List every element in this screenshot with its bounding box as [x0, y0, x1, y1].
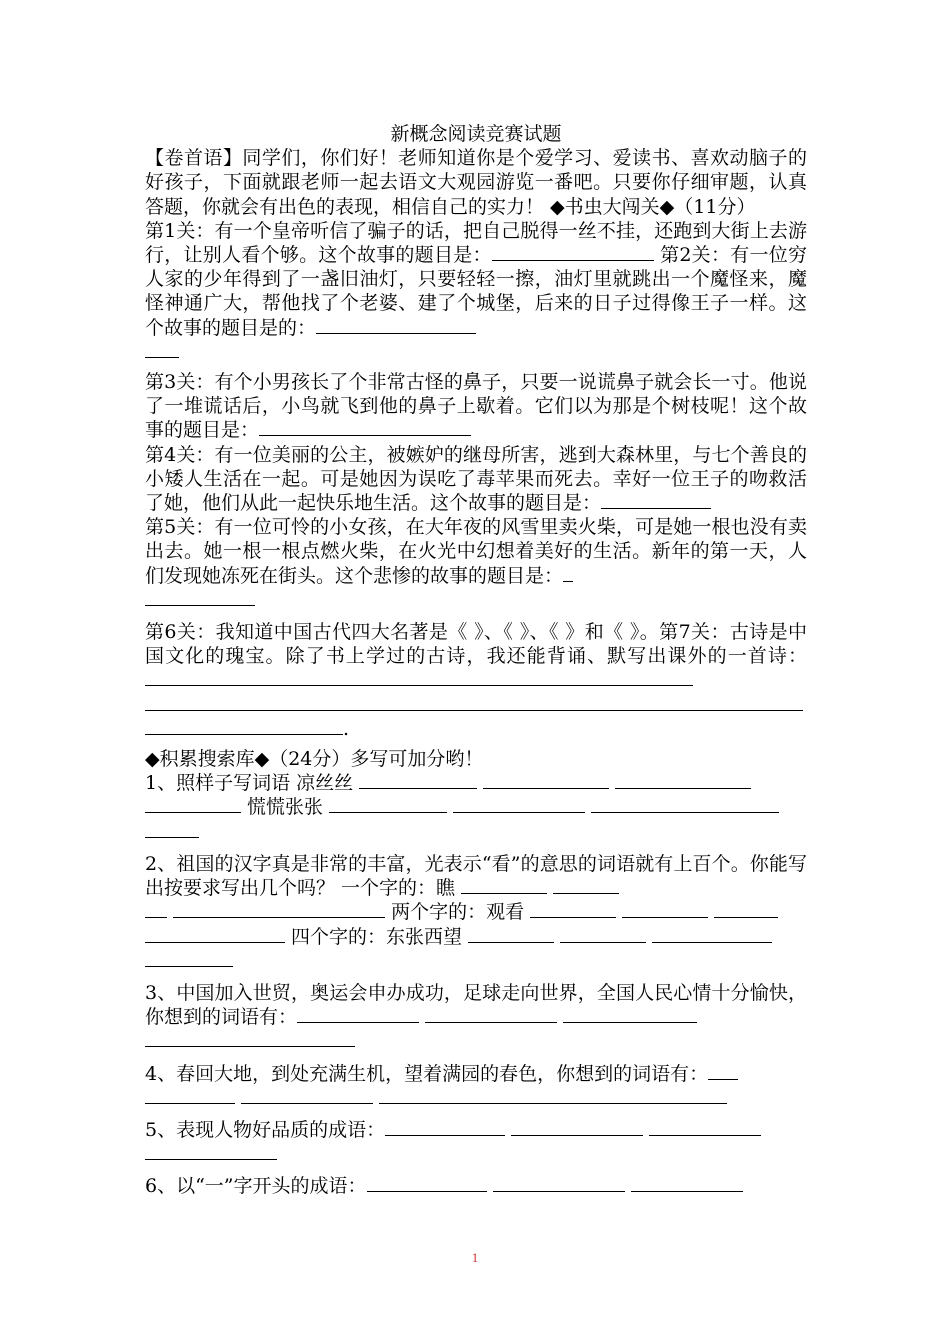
- answer-blank[interactable]: [530, 901, 616, 918]
- document-body: [145, 122, 807, 1199]
- question-3-text: 第3关：有个小男孩长了个非常古怪的鼻子，只要一说谎鼻子就会长一寸。他说了一堆谎话后，小鸟就飞到他的鼻子上歇着。它们以为那是个树枝呢！这个故事的题目是：: [145, 371, 807, 442]
- answer-blank[interactable]: [379, 1087, 727, 1104]
- question-4: [145, 443, 807, 516]
- answer-blank[interactable]: [631, 1175, 743, 1192]
- section-2-item-2: [145, 852, 807, 973]
- answer-blank[interactable]: [622, 901, 708, 918]
- question-3: [145, 370, 807, 443]
- answer-blank[interactable]: [145, 589, 255, 606]
- question-5-text: 第5关：有一位可怜的小女孩，在大年夜的风雪里卖火柴，可是她一根也没有卖出去。她一根一根点燃火柴，在火光中幻想着美好的生活。新年的第一天，人们发现她冻死在街头。这个悲惨的故事的题目是：: [145, 516, 807, 587]
- answer-blank[interactable]: [591, 796, 779, 813]
- answer-blank[interactable]: [367, 1175, 487, 1192]
- document-title: 新概念阅读竞赛试题: [390, 123, 562, 145]
- answer-blank[interactable]: [385, 1119, 505, 1136]
- answer-blank[interactable]: [329, 796, 447, 813]
- answer-blank[interactable]: [359, 772, 477, 789]
- section-2-heading: [145, 747, 807, 771]
- answer-blank[interactable]: [145, 821, 199, 838]
- question-1: [145, 219, 807, 364]
- section-2-item-6: [145, 1174, 807, 1198]
- question-2-text: 第2关：有一位穷人家的少年得到了一盏旧油灯，只要轻轻一擦，油灯里就跳出一个魔怪来，魔怪神通广大，帮他找了个老婆、建了个城堡，后来的日子过得像王子一样。这个故事的题目是的：: [145, 244, 807, 339]
- answer-blank[interactable]: [145, 926, 285, 943]
- answer-blank[interactable]: [468, 926, 554, 943]
- answer-blank[interactable]: [483, 772, 609, 789]
- answer-blank[interactable]: [145, 1143, 277, 1160]
- answer-blank[interactable]: [145, 950, 233, 967]
- intro-text: 【卷首语】同学们，你们好！老师知道你是个爱学习、爱读书、喜欢动脑子的好孩子，下面就跟老师一起去语文大观园游览一番吧。只要你仔细审题，认真答题，你就会有出色的表现，相信自己的实力！ ◆书虫大闯关◆（11分）: [145, 147, 807, 218]
- page-number: 1: [471, 1250, 479, 1265]
- answer-blank[interactable]: [601, 492, 711, 509]
- question-5: [145, 515, 807, 612]
- answer-blank[interactable]: [652, 926, 772, 943]
- answer-blank[interactable]: [173, 901, 385, 918]
- item-5-text: 5、表现人物好品质的成语：: [145, 1118, 386, 1141]
- answer-blank[interactable]: [316, 317, 476, 334]
- answer-blank[interactable]: [553, 877, 619, 894]
- item-2-text-c: 四个字的：东张西望: [291, 925, 463, 948]
- item-6-text: 6、以“一”字开头的成语：: [145, 1175, 367, 1198]
- answer-blank[interactable]: [714, 901, 778, 918]
- answer-blank[interactable]: [145, 669, 693, 686]
- answer-blank[interactable]: [563, 565, 573, 582]
- answer-blank[interactable]: [145, 796, 241, 813]
- item-4-text: 4、春回大地，到处充满生机，望着满园的春色，你想到的词语有：: [145, 1062, 709, 1085]
- answer-blank[interactable]: [649, 1119, 761, 1136]
- answer-blank[interactable]: [425, 1006, 557, 1023]
- answer-blank[interactable]: [145, 1087, 235, 1104]
- answer-blank[interactable]: [461, 877, 547, 894]
- item-1-text-a: 1、照样子写词语 凉丝丝: [145, 772, 354, 795]
- answer-blank[interactable]: [259, 419, 471, 436]
- answer-blank[interactable]: [145, 718, 343, 735]
- answer-blank[interactable]: [145, 901, 167, 918]
- section-2-item-3: [145, 981, 807, 1054]
- section-2-item-4: [145, 1062, 807, 1110]
- answer-blank[interactable]: [560, 926, 646, 943]
- question-6: 第6关：我知道中国古代四大名著是《 》、《 》、《 》和《 》。第7关：古诗是中国文化的瑰宝。除了书上学过的古诗，我还能背诵、默写出课外的一首诗： .: [145, 621, 807, 740]
- answer-blank[interactable]: [297, 1006, 419, 1023]
- answer-blank[interactable]: [563, 1006, 697, 1023]
- answer-blank[interactable]: [708, 1063, 738, 1080]
- item-1-text-b: 慌慌张张: [247, 796, 324, 819]
- answer-blank[interactable]: [241, 1087, 373, 1104]
- answer-blank[interactable]: [492, 244, 654, 261]
- answer-blank[interactable]: [145, 1030, 355, 1047]
- section-2-item-5: [145, 1118, 807, 1166]
- section-2-text: ◆积累搜索库◆（24分）多写可加分哟！: [145, 748, 484, 771]
- answer-blank[interactable]: [145, 341, 179, 358]
- intro-paragraph: [145, 146, 807, 219]
- answer-blank[interactable]: [493, 1175, 625, 1192]
- section-2-item-1: [145, 771, 807, 844]
- item-3-text: 3、中国加入世贸，奥运会申办成功，足球走向世界，全国人民心情十分愉快，你想到的词语有：: [145, 981, 807, 1029]
- answer-blank[interactable]: [615, 772, 751, 789]
- answer-blank[interactable]: [145, 694, 803, 711]
- question-6-text: 第6关：我知道中国古代四大名著是《 》、《 》、《 》和《 》。第7关：古诗是中国文化的瑰宝。除了书上学过的古诗，我还能背诵、默写出课外的一首诗：: [145, 621, 807, 668]
- question-4-text: 第4关：有一位美丽的公主，被嫉妒的继母所害，逃到大森林里，与七个善良的小矮人生活在一起。可是她因为误吃了毒苹果而死去。幸好一位王子的吻救活了她，他们从此一起快乐地生活。这个故事的题目是：: [145, 443, 807, 515]
- question-1-text: 第1关：有一个皇帝听信了骗子的话，把自己脱得一丝不挂，还跑到大街上去游行，让别人看个够。这个故事的题目是：: [145, 219, 807, 267]
- item-2-text-a: 2、祖国的汉字真是非常的丰富，光表示“看”的意思的词语就有上百个。你能写出按要求写出几个吗？ 一个字的：瞧: [145, 852, 807, 900]
- answer-blank[interactable]: [511, 1119, 643, 1136]
- item-2-text-b: 两个字的：观看: [391, 901, 525, 924]
- answer-blank[interactable]: [453, 796, 585, 813]
